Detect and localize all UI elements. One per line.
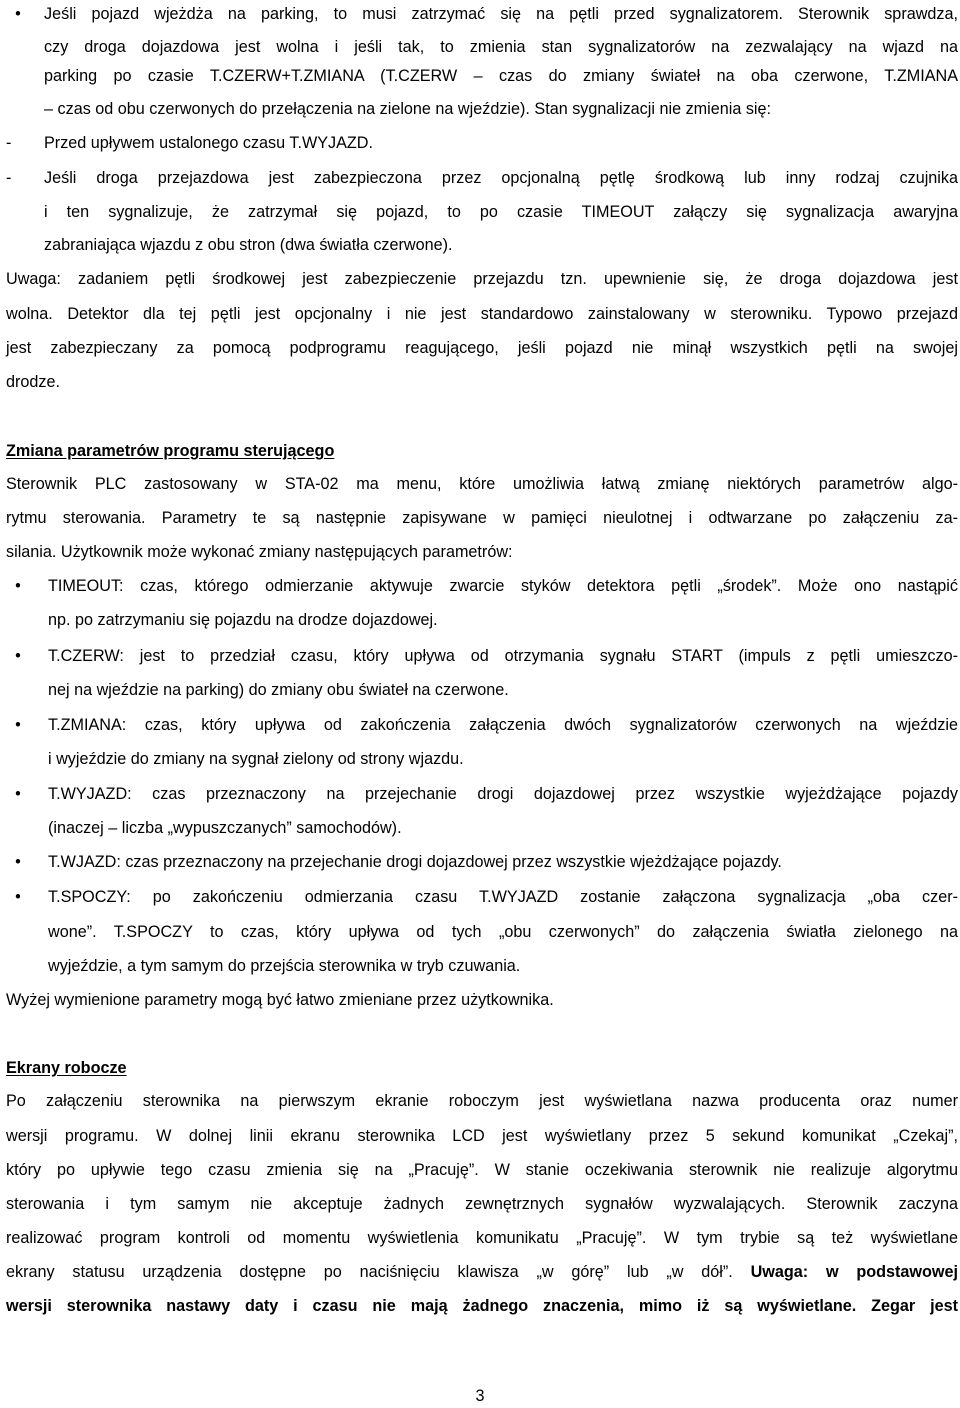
paragraph-line [6, 1262, 958, 1296]
paragraph-line: rytmu sterowania. Parametry te są następnie zapisywane w pamięci nieulotnej i odtwarzane po załączeniu za- [6, 509, 958, 527]
section-heading: Zmiana parametrów programu sterującego [6, 442, 335, 460]
list-dash: - [6, 169, 12, 187]
list-dash: - [6, 134, 12, 152]
note-line: drodze. [6, 373, 60, 391]
bullet-marker: • [15, 716, 21, 734]
param-item: np. po zatrzymaniu się pojazdu na drodze dojazdowej. [48, 611, 438, 629]
bullet-marker: • [15, 888, 21, 906]
bullet-marker: • [15, 785, 21, 803]
page-number: 3 [475, 1387, 485, 1405]
list-item: i ten sygnalizuje, że zatrzymał się pojazd, to po czasie TIMEOUT załączy się sygnalizacja awaryjna [44, 203, 958, 221]
note-line: Uwaga: zadaniem pętli środkowej jest zabezpieczenie przejazdu tzn. upewnienie się, że droga dojazdowa jest [6, 270, 958, 288]
param-item: nej na wjeździe na parking) do zmiany obu świateł na czerwone. [48, 681, 509, 699]
paragraph-line: Jeśli pojazd wjeżdża na parking, to musi zatrzymać się na pętli przed sygnalizatorem. Sterownik sprawdza, [44, 5, 958, 23]
list-item: Przed upływem ustalonego czasu T.WYJAZD. [44, 134, 373, 152]
paragraph-line: parking po czasie T.CZERW+T.ZMIANA (T.CZERW – czas do zmiany świateł na oba czerwone, T.ZMIANA [44, 67, 958, 85]
param-item: T.ZMIANA: czas, który upływa od zakończenia załączenia dwóch sygnalizatorów czerwonych na wjeździe [48, 716, 958, 734]
paragraph-text: ekrany statusu urządzenia dostępne po naciśnięciu klawisza „w górę” lub „w dół”. [6, 1263, 733, 1281]
closing-line: Wyżej wymienione parametry mogą być łatwo zmieniane przez użytkownika. [6, 991, 554, 1009]
param-item: T.CZERW: jest to przedział czasu, który upływa od otrzymania sygnału START (impuls z pętli umieszczo- [48, 647, 958, 665]
param-item: (inaczej – liczba „wypuszczanych” samochodów). [48, 819, 402, 837]
bullet-marker: • [15, 647, 21, 665]
param-item: wyjeździe, a tym samym do przejścia sterownika w tryb czuwania. [48, 957, 521, 975]
bullet-marker: • [15, 853, 21, 871]
warning-text: Uwaga: w podstawowej [750, 1263, 958, 1281]
note-line: jest zabezpieczany za pomocą podprogramu reagującego, jeśli pojazd nie minął wszystkich pętli na swojej [6, 339, 958, 357]
bullet-marker: • [15, 577, 21, 595]
param-item: wone”. T.SPOCZY to czas, który upływa od tych „obu czerwonych” do załączenia światła zielonego na [48, 923, 958, 941]
paragraph-line: wersji programu. W dolnej linii ekranu sterownika LCD jest wyświetlany przez 5 sekund komunikat „Czekaj”, [6, 1127, 958, 1145]
paragraph-line: sterowania i tym samym nie akceptuje żadnych zewnętrznych sygnałów wyzwalających. Sterownik zaczyna [6, 1195, 958, 1213]
paragraph-line: realizować program kontroli od momentu wyświetlenia komunikatu „Pracuję”. W tym trybie są też wyświetlane [6, 1229, 958, 1247]
warning-line: wersji sterownika nastawy daty i czasu nie mają żadnego znaczenia, mimo iż są wyświetlane. Zegar jest [6, 1297, 958, 1315]
paragraph-line: silania. Użytkownik może wykonać zmiany następujących parametrów: [6, 543, 513, 561]
paragraph-line: czy droga dojazdowa jest wolna i jeśli tak, to zmienia stan sygnalizatorów na zezwalający na wjazd na [44, 38, 958, 56]
list-item: Jeśli droga przejazdowa jest zabezpieczona przez opcjonalną pętlę środkową lub inny rodzaj czujnika [44, 169, 958, 187]
paragraph-line: Sterownik PLC zastosowany w STA-02 ma menu, które umożliwia łatwą zmianę niektórych parametrów algo- [6, 475, 958, 493]
paragraph-line: Po załączeniu sterownika na pierwszym ekranie roboczym jest wyświetlana nazwa producenta oraz numer [6, 1092, 958, 1110]
paragraph-line: który po upływie tego czasu zmienia się na „Pracuję”. W stanie oczekiwania sterownik nie realizuje algorytmu [6, 1161, 958, 1179]
param-item: T.WJAZD: czas przeznaczony na przejechanie drogi dojazdowej przez wszystkie wjeżdżające pojazdy. [48, 853, 782, 871]
param-item: T.WYJAZD: czas przeznaczony na przejechanie drogi dojazdowej przez wszystkie wyjeżdżające pojazdy [48, 785, 958, 803]
param-item: i wyjeździe do zmiany na sygnał zielony od strony wjazdu. [48, 750, 464, 768]
param-item: T.SPOCZY: po zakończeniu odmierzania czasu T.WYJAZD zostanie załączona sygnalizacja „oba czer- [48, 888, 958, 906]
bullet-marker: • [15, 5, 21, 23]
section-heading: Ekrany robocze [6, 1059, 127, 1077]
paragraph-line: – czas od obu czerwonych do przełączenia na zielone na wjeździe). Stan sygnalizacji nie zmienia się: [44, 100, 772, 118]
note-line: wolna. Detektor dla tej pętli jest opcjonalny i nie jest standardowo zainstalowany w sterowniku. Typowo przejazd [6, 305, 958, 323]
list-item: zabraniająca wjazdu z obu stron (dwa światła czerwone). [44, 236, 453, 254]
param-item: TIMEOUT: czas, którego odmierzanie aktywuje zwarcie styków detektora pętli „środek”. Może ono nastąpić [48, 577, 958, 595]
